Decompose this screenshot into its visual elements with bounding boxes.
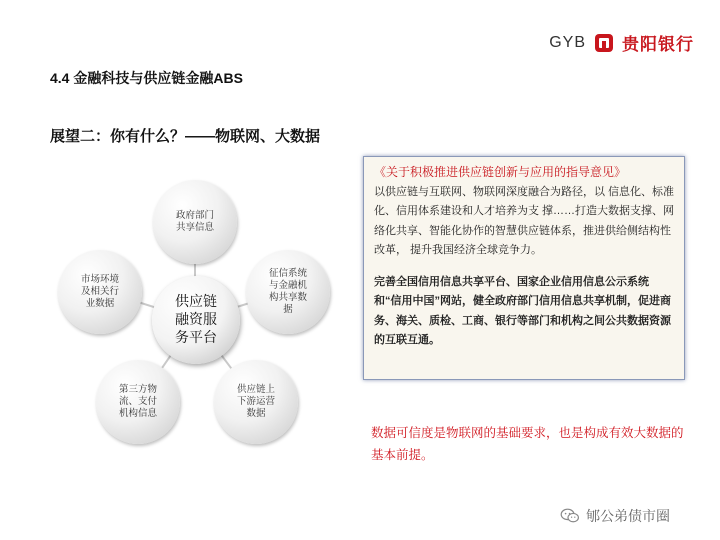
logo-abbr: GYB bbox=[549, 33, 586, 51]
watermark bbox=[560, 506, 670, 526]
watermark-text: 郇公弟债市圈 bbox=[586, 508, 670, 524]
diagram-center-node: 供应链 融资服 务平台 bbox=[152, 276, 240, 364]
bank-logo bbox=[549, 30, 694, 55]
diagram-node-government: 政府部门 共享信息 bbox=[153, 180, 237, 264]
section-title: 4.4 金融科技与供应链金融ABS bbox=[50, 70, 243, 86]
supply-chain-diagram bbox=[40, 180, 360, 480]
conclusion-text: 数据可信度是物联网的基础要求，也是构成有效大数据的基本前提。 bbox=[371, 426, 684, 462]
policy-title: 《关于积极推进供应链创新与应用的指导意见》 bbox=[374, 165, 627, 179]
diagram-node-logistics: 第三方物 流、支付 机构信息 bbox=[96, 360, 180, 444]
policy-quote-box bbox=[363, 156, 685, 380]
diagram-node-supply-chain: 供应链上 下游运营 数据 bbox=[214, 360, 298, 444]
slide-subtitle: 展望二：你有什么？——物联网、大数据 bbox=[50, 128, 321, 145]
wechat-icon bbox=[560, 508, 580, 524]
diagram-node-market: 市场环境 及相关行 业数据 bbox=[58, 250, 142, 334]
diagram-node-credit: 征信系统 与金融机 构共享数 据 bbox=[246, 250, 330, 334]
policy-body: 以供应链与互联网、物联网深度融合为路径，以 信息化、标准化、信用体系建设和人才培养为支 撑……打造大数据支撑、网络化共享、智能化协作的智慧供应链体系，推进供给侧结构性改革， 提升我国经济全球竞争力。 bbox=[374, 185, 675, 256]
policy-bold-text: 完善全国信用信息共享平台、国家企业信用信息公示系统和“信用中国”网站，健全政府部门信用信息共享机制，促进商务、海关、质检、工商、银行等部门和机构之间公共数据资源的互联互通。 bbox=[374, 275, 671, 346]
bank-logo-icon bbox=[594, 33, 614, 53]
bank-name: 贵阳银行 bbox=[622, 35, 694, 54]
